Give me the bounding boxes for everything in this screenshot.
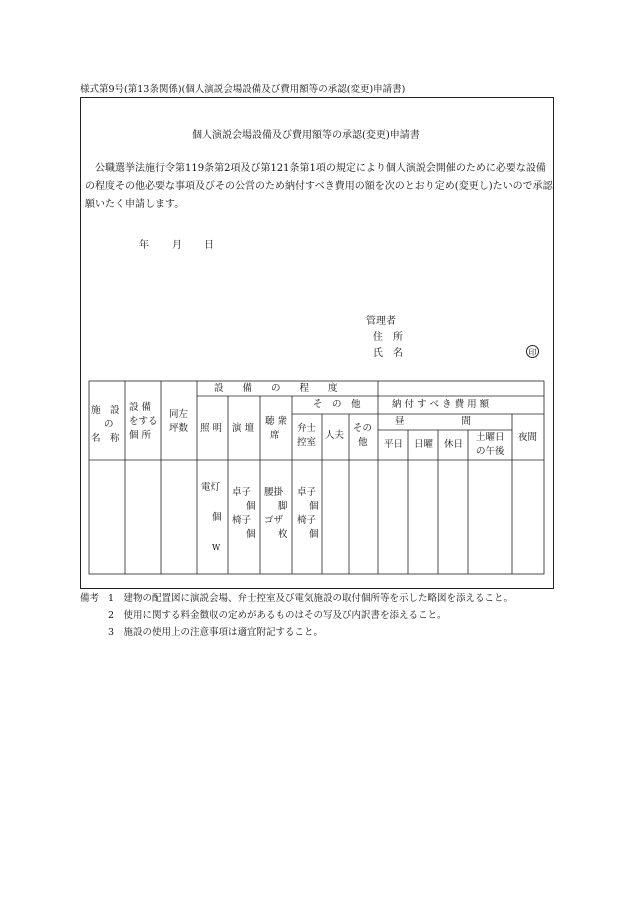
header-speaker-room-2: 控室 [297,437,317,448]
document-title: 個人演説会場設備及び費用額等の承認(変更)申請書 [192,130,420,141]
header-facility-name-3: 名 称 [91,433,120,444]
header-saturday: 土曜日 [476,432,505,443]
date-month: 月 [172,240,182,251]
body-paragraph: 公職選挙法施行令第119条第2項及び第121条第1項の規定により個人演説会開催のために必要な設備の程度その他必要な事項及びその公営のため納付すべき費用の額を次のとおり定め(変更し)たいので承認願いたく申請します。 [85,163,553,210]
cell-stage-table-count: 個 [246,501,256,512]
header-other2-2: 他 [358,437,368,448]
header-saturday-2: の午後 [476,446,505,457]
header-facility-name-2: の [104,419,114,430]
header-speaker-room: 弁士 [297,423,317,434]
header-holiday: 休日 [444,439,464,450]
date-year: 年 [139,240,149,251]
note-3: 3 施設の使用上の注意事項は適宜附記すること。 [108,627,324,638]
cell-stage-chair-count: 個 [246,529,256,540]
cell-speaker-chair: 椅子 [297,515,317,526]
cell-stage-chair: 椅子 [232,515,252,526]
header-seats-2: 席 [270,430,280,441]
header-equipment: 設 備 の 程 度 [214,383,338,394]
cell-lighting-lamp: 電灯 [201,482,221,493]
cell-seats-bench: 腰掛 [264,487,284,498]
cell-seats-mat-count: 枚 [278,529,288,540]
header-workers: 人夫 [325,430,345,441]
header-sunday: 日曜 [414,439,434,450]
notes-label: 備考 [80,593,100,604]
form-caption: 様式第9号(第13条関係)(個人演説会場設備及び費用額等の承認(変更)申請書) [80,84,406,95]
header-other2: その [353,423,373,434]
header-place-2: をする [129,416,158,427]
note-2: 2 使用に関する料金徴収の定めがあるものはその写及び内訳書を添えること。 [108,610,447,621]
header-other: そ の 他 [313,399,361,410]
header-facility-name: 施 設 [91,405,120,416]
header-daytime: 昼 間 [395,416,472,427]
cell-seats-bench-count: 脚 [278,501,288,512]
header-fee: 納 付 す べ き 費 用 額 [392,399,490,410]
header-night: 夜間 [518,432,538,443]
manager-label: 管理者 [366,316,396,327]
name-label: 氏 名 [373,348,403,359]
header-lighting: 照 明 [200,423,223,434]
header-area: 同左 [169,409,189,420]
cell-seats-mat: ゴザ [264,515,284,526]
address-label: 住 所 [373,332,403,343]
header-weekday: 平日 [384,439,404,450]
cell-speaker-table: 卓子 [297,487,317,498]
cell-lighting-watt: W [212,543,221,552]
cell-speaker-chair-count: 個 [309,529,319,540]
seal-mark-icon: 印 [526,345,539,358]
date-day: 日 [204,240,214,251]
header-place: 設 備 [129,402,152,413]
cell-lighting-count: 個 [212,512,222,523]
header-stage: 演 壇 [232,423,255,434]
note-1: 1 建物の配置図に演説会場、弁士控室及び電気施設の取付個所等を示した略図を添えること。 [108,593,514,604]
header-seats: 聴 衆 [265,416,288,427]
header-area-2: 坪数 [169,423,189,434]
cell-speaker-table-count: 個 [309,501,319,512]
cell-stage-table: 卓子 [232,487,252,498]
header-place-3: 個 所 [129,430,152,441]
